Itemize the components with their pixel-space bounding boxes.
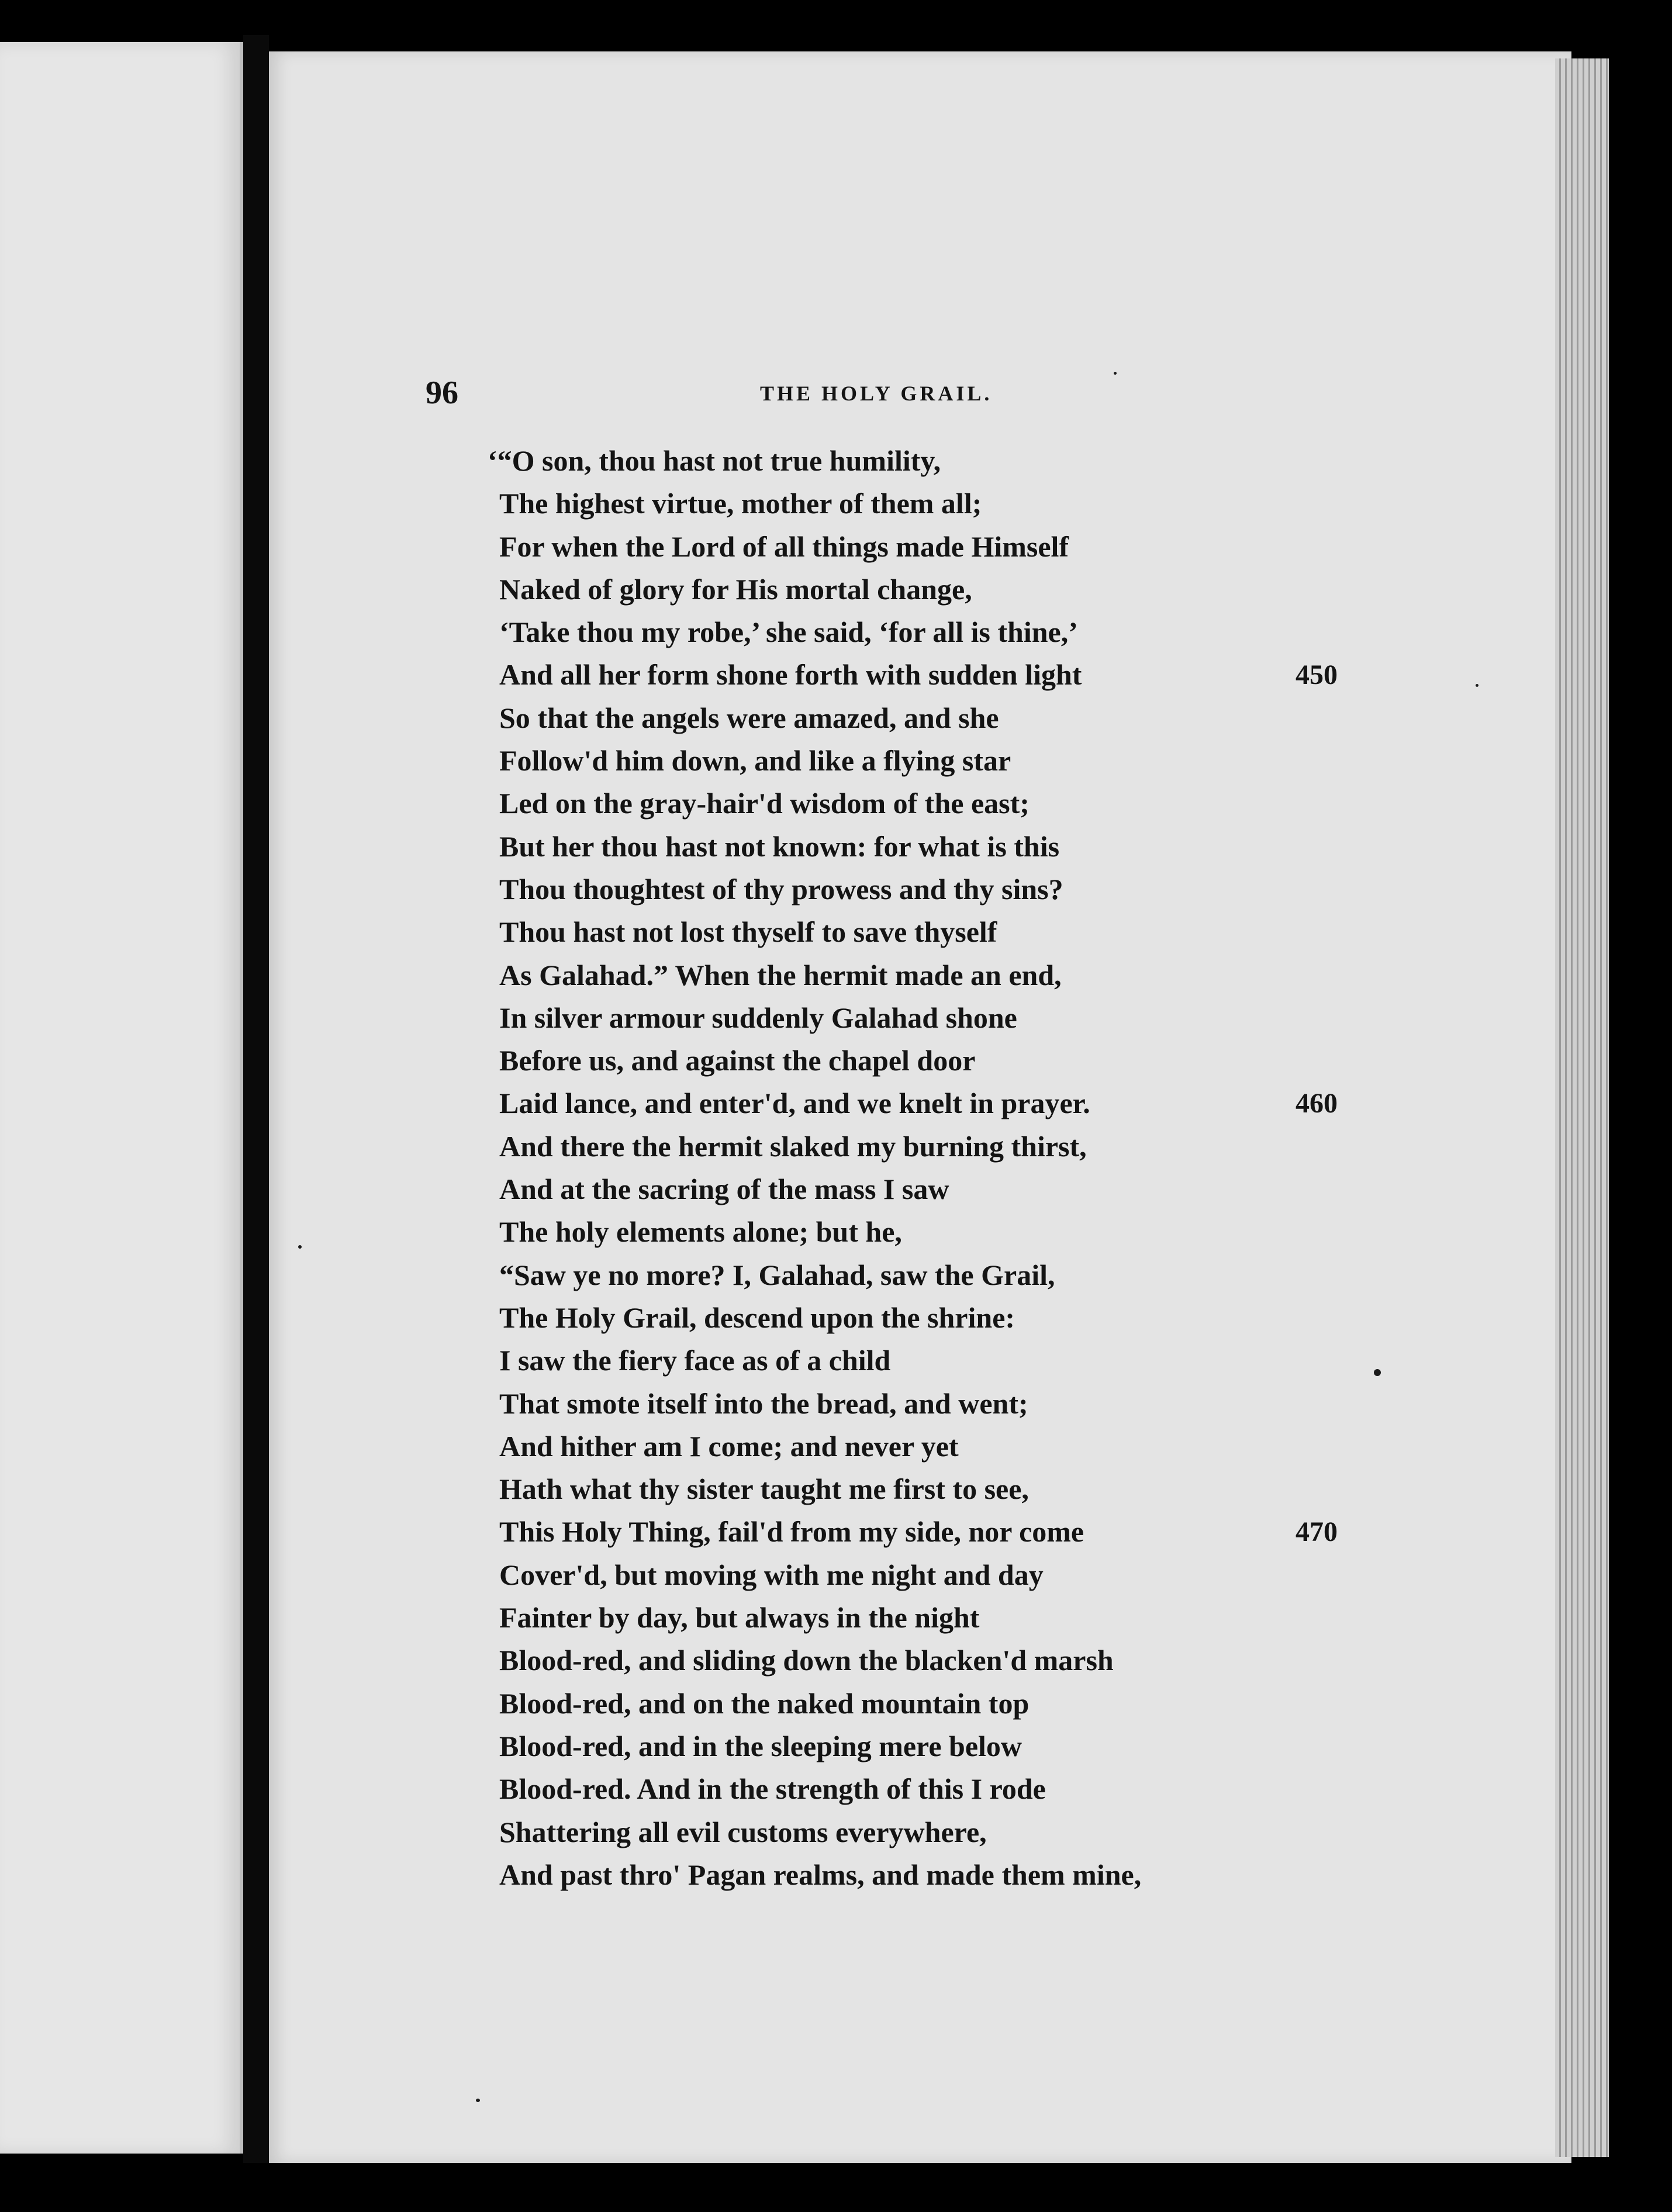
- poem-line-text: Blood-red, and in the sleeping mere below: [499, 1729, 1022, 1762]
- poem-line-text: Thou thoughtest of thy prowess and thy sins?: [499, 872, 1063, 905]
- poem-line: [0, 1468, 1672, 1511]
- poem-line-text: So that the angels were amazed, and she: [499, 701, 999, 734]
- line-number: 460: [1296, 1088, 1338, 1119]
- poem-line-text: Follow'd him down, and like a flying star: [499, 744, 1011, 777]
- ink-speck: [476, 2099, 480, 2102]
- poem-line-text: But her thou hast not known: for what is this: [499, 829, 1060, 863]
- poem-line: [0, 654, 1672, 696]
- poem-line: [0, 526, 1672, 568]
- poem-line: [0, 611, 1672, 654]
- ink-speck: [1476, 684, 1478, 687]
- poem-line-text: The holy elements alone; but he,: [499, 1215, 902, 1249]
- poem-line-text: That smote itself into the bread, and went;: [499, 1387, 1028, 1420]
- ink-speck: [1374, 1369, 1381, 1376]
- poem-line-text: Fainter by day, but always in the night: [499, 1601, 980, 1634]
- poem-line-text: Led on the gray-hair'd wisdom of the east;: [499, 787, 1030, 820]
- poem-line: [0, 482, 1672, 525]
- poem-line: [0, 911, 1672, 953]
- line-number: 450: [1296, 659, 1338, 691]
- poem-line: [0, 697, 1672, 739]
- poem-line-text: ‘“O son, thou hast not true humility,: [488, 444, 941, 477]
- poem-line-text: Thou hast not lost thyself to save thyself: [499, 915, 997, 949]
- poem-line: [0, 1554, 1672, 1596]
- poem-line: [0, 739, 1672, 782]
- page-number: 96: [426, 375, 458, 411]
- poem-line: [0, 1425, 1672, 1468]
- poem-line-text: Before us, and against the chapel door: [499, 1044, 976, 1077]
- poem-line-text: And past thro' Pagan realms, and made them mine,: [499, 1858, 1142, 1891]
- poem-line-text: Blood-red. And in the strength of this I rode: [499, 1772, 1046, 1806]
- poem-line-text: This Holy Thing, fail'd from my side, nor come: [499, 1515, 1084, 1549]
- poem-line: [0, 1768, 1672, 1810]
- poem-line: [0, 868, 1672, 911]
- poem-line-text: The highest virtue, mother of them all;: [499, 487, 982, 520]
- poem-line-text: Blood-red, and on the naked mountain top: [499, 1686, 1030, 1720]
- poem-line: [0, 1168, 1672, 1211]
- poem-line-text: In silver armour suddenly Galahad shone: [499, 1001, 1017, 1034]
- line-number: 470: [1296, 1516, 1338, 1548]
- poem-line-text: Hath what thy sister taught me first to see,: [499, 1473, 1029, 1506]
- poem-line: [0, 1639, 1672, 1682]
- poem-line-text: And there the hermit slaked my burning thirst,: [499, 1129, 1087, 1163]
- poem-line: [0, 1382, 1672, 1425]
- poem-line: [0, 568, 1672, 611]
- poem-line-text: Cover'd, but moving with me night and day: [499, 1558, 1044, 1591]
- poem-line-text: Laid lance, and enter'd, and we knelt in prayer.: [499, 1087, 1090, 1120]
- poem-line: [0, 1125, 1672, 1168]
- poem-line-text: As Galahad.” When the hermit made an end,: [499, 958, 1062, 991]
- poem-line-text: And hither am I come; and never yet: [499, 1429, 959, 1463]
- poem-line: [0, 825, 1672, 868]
- poem-line: [0, 782, 1672, 825]
- poem-line: [0, 1682, 1672, 1725]
- poem-line-text: ‘Take thou my robe,’ she said, ‘for all is thine,’: [499, 616, 1078, 649]
- poem-line-text: The Holy Grail, descend upon the shrine:: [499, 1301, 1015, 1334]
- poem-line-text: “Saw ye no more? I, Galahad, saw the Grail,: [499, 1258, 1055, 1291]
- poem-text: [0, 440, 1672, 1896]
- poem-line-text: Blood-red, and sliding down the blacken'd marsh: [499, 1644, 1114, 1677]
- poem-line-text: And all her form shone forth with sudden light: [499, 658, 1082, 692]
- poem-line: [0, 1596, 1672, 1639]
- poem-line: [0, 1811, 1672, 1854]
- running-head-title: THE HOLY GRAIL.: [760, 382, 993, 405]
- poem-line-text: I saw the fiery face as of a child: [499, 1344, 891, 1377]
- poem-line-text: Naked of glory for His mortal change,: [499, 572, 972, 606]
- poem-line: [0, 1854, 1672, 1896]
- poem-line: [0, 1082, 1672, 1125]
- poem-line-text: And at the sacring of the mass I saw: [499, 1173, 949, 1206]
- poem-line: [0, 1511, 1672, 1553]
- poem-line: [0, 1339, 1672, 1382]
- poem-line: [0, 1211, 1672, 1253]
- poem-line: [0, 440, 1672, 482]
- poem-line-text: Shattering all evil customs everywhere,: [499, 1815, 987, 1848]
- poem-line: [0, 1254, 1672, 1297]
- poem-line: [0, 1297, 1672, 1339]
- poem-line-text: For when the Lord of all things made Himself: [499, 530, 1069, 563]
- ink-speck: [1114, 372, 1117, 375]
- poem-line: [0, 1725, 1672, 1768]
- poem-line: [0, 997, 1672, 1039]
- ink-speck: [298, 1245, 302, 1249]
- poem-line: [0, 1039, 1672, 1082]
- poem-line: [0, 954, 1672, 997]
